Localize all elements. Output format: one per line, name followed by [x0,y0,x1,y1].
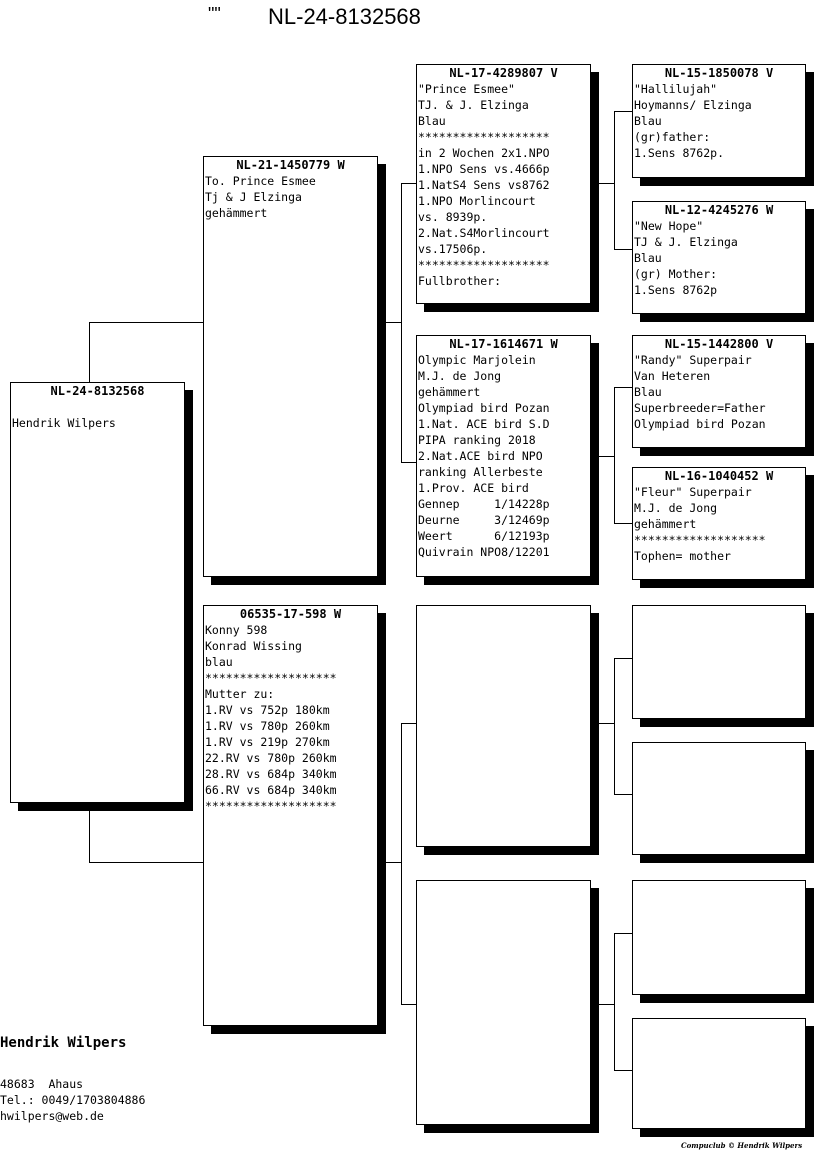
card-text [417,352,590,560]
connector-line [614,111,633,112]
pedigree-line: Blau [634,251,662,265]
card-text [204,173,377,221]
pedigree-line: Fullbrother: [418,274,502,288]
pedigree-line: gehämmert [205,206,268,220]
dam-card [203,605,378,1026]
pedigree-line: "Fleur" Superpair [634,485,752,499]
pedigree-line: TJ & J. Elzinga [634,235,738,249]
email-line[interactable]: hwilpers@web.de [0,1109,104,1123]
pedigree-line: 2.Nat.S4Morlincourt [418,226,550,240]
card-text [11,399,184,431]
pedigree-line: 1.NPO Morlincourt [418,194,536,208]
pedigree-line: vs.17506p. [418,242,488,256]
ring-number: NL-15-1442800 V [664,337,774,351]
card-text [417,81,590,289]
sds-card [632,335,806,448]
connector-line [401,723,417,724]
sire-card [203,156,378,577]
dss-card [632,605,806,719]
pedigree-line: Gennep 1/14228p [418,497,550,511]
pedigree-line: 28.RV vs 684p 340km [205,767,337,781]
pedigree-line: Olympic Marjolein [418,353,536,367]
connector-line [614,249,633,250]
pedigree-line: ******************* [418,258,550,272]
connector-line [614,387,615,524]
pedigree-line: Tj & J Elzinga [205,190,302,204]
pedigree-line: in 2 Wochen 2x1.NPO [418,146,550,160]
pedigree-line: 1.RV vs 752p 180km [205,703,330,717]
connector-line [596,723,615,724]
pedigree-line: "New Hope" [634,219,704,233]
pedigree-line: Van Heteren [634,369,711,383]
sire-sire-card [416,64,591,304]
pedigree-line: ******************* [205,799,337,813]
ring-number: NL-12-4245276 W [664,203,774,217]
pedigree-line: Mutter zu: [205,687,275,701]
pedigree-line: Hoymanns/ Elzinga [634,98,752,112]
connector-line [614,111,615,250]
pedigree-line: 66.RV vs 684p 340km [205,783,337,797]
owner-name: Hendrik Wilpers [0,1035,127,1051]
connector-line [401,1004,417,1005]
pedigree-line: 1.NPO Sens vs.4666p [418,162,550,176]
connector-line [89,322,90,384]
pedigree-line: Konny 598 [205,623,268,637]
connector-line [89,862,205,863]
pedigree-line: Tophen= mother [634,549,731,563]
connector-line [614,658,615,795]
ring-number: NL-17-1614671 W [449,337,558,351]
card-text [204,622,377,814]
pedigree-line: (gr)father: [634,130,711,144]
connector-line [614,658,633,659]
connector-line [401,183,417,184]
address-line: 48683 Ahaus [0,1077,84,1091]
credit-line: Compuclub © Hendrik Wilpers [681,1141,803,1150]
pedigree-line: 1.NatS4 Sens vs8762 [418,178,550,192]
dds-card [632,880,806,995]
pedigree-line: 1.Nat. ACE bird S.D [418,417,550,431]
pedigree-line: 1.RV vs 780p 260km [205,719,330,733]
pedigree-line: Konrad Wissing [205,639,302,653]
connector-line [596,183,615,184]
card-text [633,81,805,161]
connector-line [401,183,402,463]
pedigree-line: blau [205,655,233,669]
phone-line: Tel.: 0049/1703804886 [0,1093,146,1107]
dsd-card [632,742,806,855]
pedigree-line: "Prince Esmee" [418,82,515,96]
pedigree-line: Quivrain NPO8/12201 [418,545,550,559]
sss-card [632,64,806,178]
pedigree-line: Deurne 3/12469p [418,513,550,527]
pedigree-line: 1.Sens 8762p [634,283,718,297]
connector-line [596,456,615,457]
ring-number: NL-15-1850078 V [664,66,774,80]
subject-card [10,382,185,803]
pedigree-line: 22.RV vs 780p 260km [205,751,337,765]
ring-number: NL-24-8132568 [50,384,145,398]
card-text [633,484,805,564]
pedigree-line: ******************* [634,533,766,547]
dam-dam-card [416,880,591,1125]
connector-line [89,322,205,323]
connector-line [383,322,402,323]
connector-line [614,794,633,795]
connector-line [401,462,417,463]
pedigree-line: Blau [634,385,662,399]
connector-line [383,862,402,863]
dam-sire-card [416,605,591,847]
pedigree-line: Superbreeder=Father [634,401,766,415]
connector-line [614,523,633,524]
pedigree-line: "Hallilujah" [634,82,718,96]
pedigree-line: 2.Nat.ACE bird NPO [418,449,543,463]
pedigree-line: Blau [418,114,446,128]
pedigree-line: Weert 6/12193p [418,529,550,543]
ddd-card [632,1018,806,1129]
pedigree-line: M.J. de Jong [418,369,502,383]
card-text [633,218,805,298]
connector-line [614,933,633,934]
connector-line [614,1070,633,1071]
sire-dam-card [416,335,591,577]
ring-number: 06535-17-598 W [239,607,342,621]
pedigree-line: PIPA ranking 2018 [418,433,536,447]
pedigree-line: ******************* [418,130,550,144]
pedigree-line: gehämmert [634,517,697,531]
pedigree-line: Olympiad bird Pozan [418,401,550,415]
pedigree-line: 1.Prov. ACE bird [418,481,529,495]
connector-line [596,1004,615,1005]
ring-number: NL-17-4289807 V [449,66,558,80]
pedigree-line: ******************* [205,671,337,685]
pedigree-line [12,399,184,415]
pedigree-line: Blau [634,114,662,128]
owner-address [0,1076,145,1124]
pedigree-line: gehämmert [418,385,481,399]
pedigree-line: vs. 8939p. [418,210,488,224]
pedigree-line: TJ. & J. Elzinga [418,98,529,112]
pedigree-line: "Randy" Superpair [634,353,752,367]
ring-number: NL-16-1040452 W [664,469,774,483]
ssd-card [632,201,806,314]
header-ring-number: NL-24-8132568 [268,4,421,29]
pedigree-line: 1.RV vs 219p 270km [205,735,330,749]
connector-line [614,387,633,388]
pedigree-line: 1.Sens 8762p. [634,146,725,160]
ring-number: NL-21-1450779 W [236,158,345,172]
pedigree-line: M.J. de Jong [634,501,718,515]
header-quote: "" [208,4,221,24]
connector-line [89,810,90,863]
pedigree-line: (gr) Mother: [634,267,718,281]
connector-line [401,723,402,1005]
card-text [633,352,805,432]
pedigree-line: ranking Allerbeste [418,465,543,479]
connector-line [614,933,615,1071]
pedigree-line: Olympiad bird Pozan [634,417,766,431]
pedigree-line: Hendrik Wilpers [12,416,116,430]
sdd-card [632,467,806,580]
pedigree-line: To. Prince Esmee [205,174,316,188]
